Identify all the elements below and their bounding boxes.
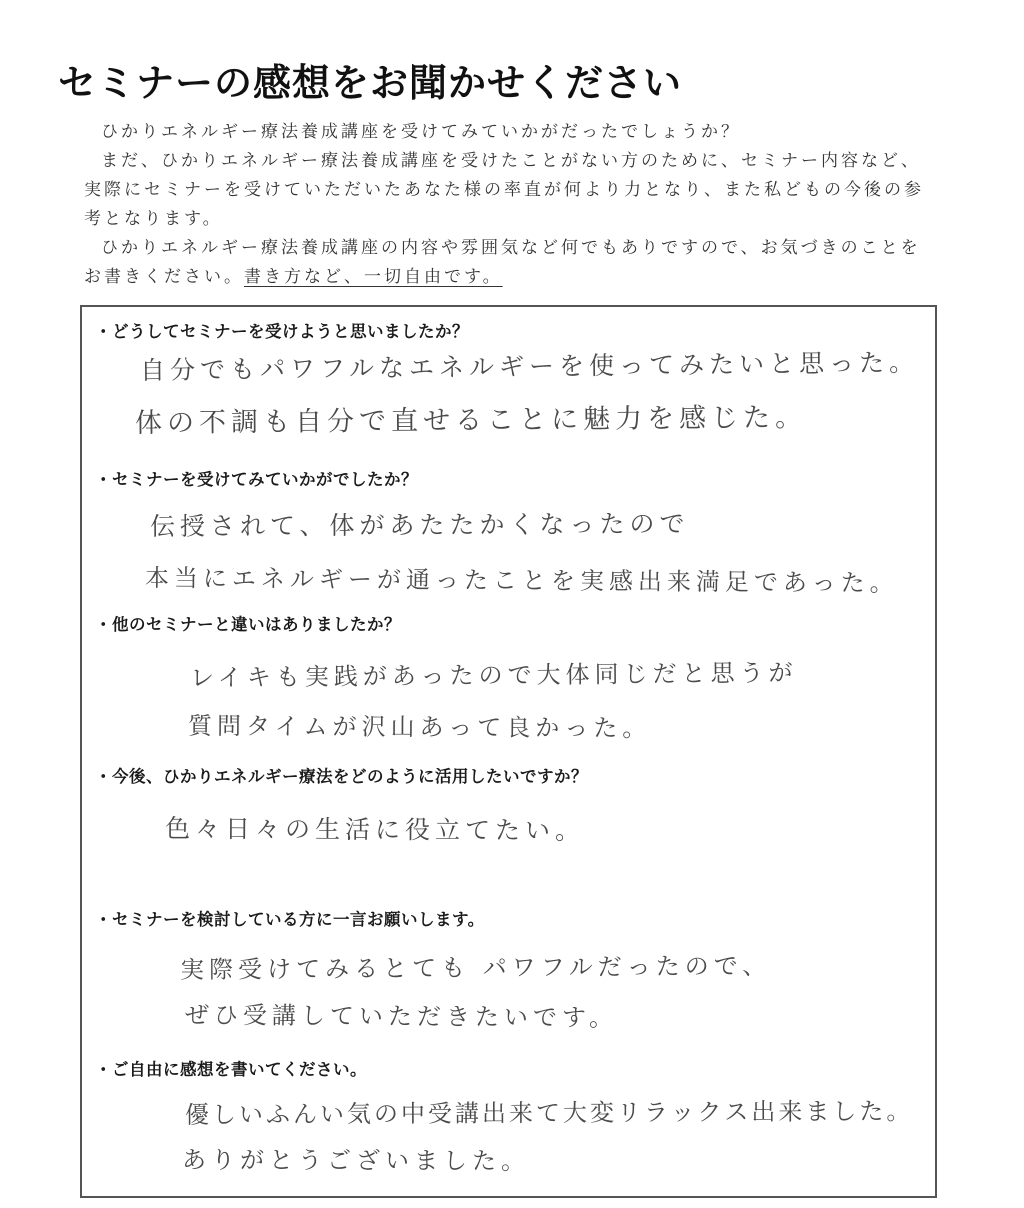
answer-5-line-1: 実際受けてみるとても パワフルだったので、 <box>179 951 772 984</box>
question-3-label: ・他のセミナーと違いはありましたか？ <box>95 615 401 634</box>
answer-3-line-1: レイキも実践があったので大体同じだと思うが <box>189 658 798 692</box>
answer-4-line-1: 色々日々の生活に役立てたい。 <box>164 814 586 846</box>
intro-paragraph-2: まだ、ひかりエネルギー療法養成講座を受けたことがない方のために、セミナー内容など、実際にセミナーを受けていただいたあなた様の率直が何より力となり、また私どもの今後の参考となります。 <box>84 151 924 229</box>
intro-paragraph-1: ひかりエネルギー療法養成講座を受けてみていかがだったでしょうか？ <box>101 122 741 142</box>
answer-2-line-1: 伝授されて、体があたたかくなったので <box>149 509 690 541</box>
intro-underlined-note: 書き方など、一切自由です。 <box>244 267 503 287</box>
question-2-label: ・セミナーを受けてみていかがでしたか？ <box>95 470 418 489</box>
intro-paragraph-3-text: ひかりエネルギー療法養成講座の内容や雰囲気など何でもありですので、お気づきのことをお書きください。 <box>84 238 921 287</box>
answer-1-line-2: 体の不調も自分で直せることに魅力を感じた。 <box>134 402 808 439</box>
question-6-label: ・ご自由に感想を書いてください。 <box>95 1060 367 1079</box>
question-1-label: ・どうしてセミナーを受けようと思いましたか？ <box>95 322 469 341</box>
question-5-label: ・セミナーを検討している方に一言お願いします。 <box>95 910 485 929</box>
answer-1-line-1: 自分でもパワフルなエネルギーを使ってみたいと思った。 <box>139 347 920 385</box>
intro-paragraph-3 <box>84 234 934 292</box>
intro-text <box>84 118 934 292</box>
answer-6-line-2: ありがとうございました。 <box>181 1146 531 1176</box>
answer-2-line-2: 本当にエネルギーが通ったことを実感出来満足であった。 <box>144 564 899 598</box>
question-4-label: ・今後、ひかりエネルギー療法をどのように活用したいですか？ <box>95 767 588 786</box>
answer-6-line-1: 優しいふんい気の中受講出来て大変リラックス出来ました。 <box>184 1097 914 1129</box>
answer-3-line-2: 質問タイムが沢山あって良かった。 <box>187 712 652 743</box>
answer-5-line-2: ぜひ受講していただきたいです。 <box>184 1001 619 1033</box>
page-title: セミナーの感想をお聞かせください <box>58 61 683 105</box>
